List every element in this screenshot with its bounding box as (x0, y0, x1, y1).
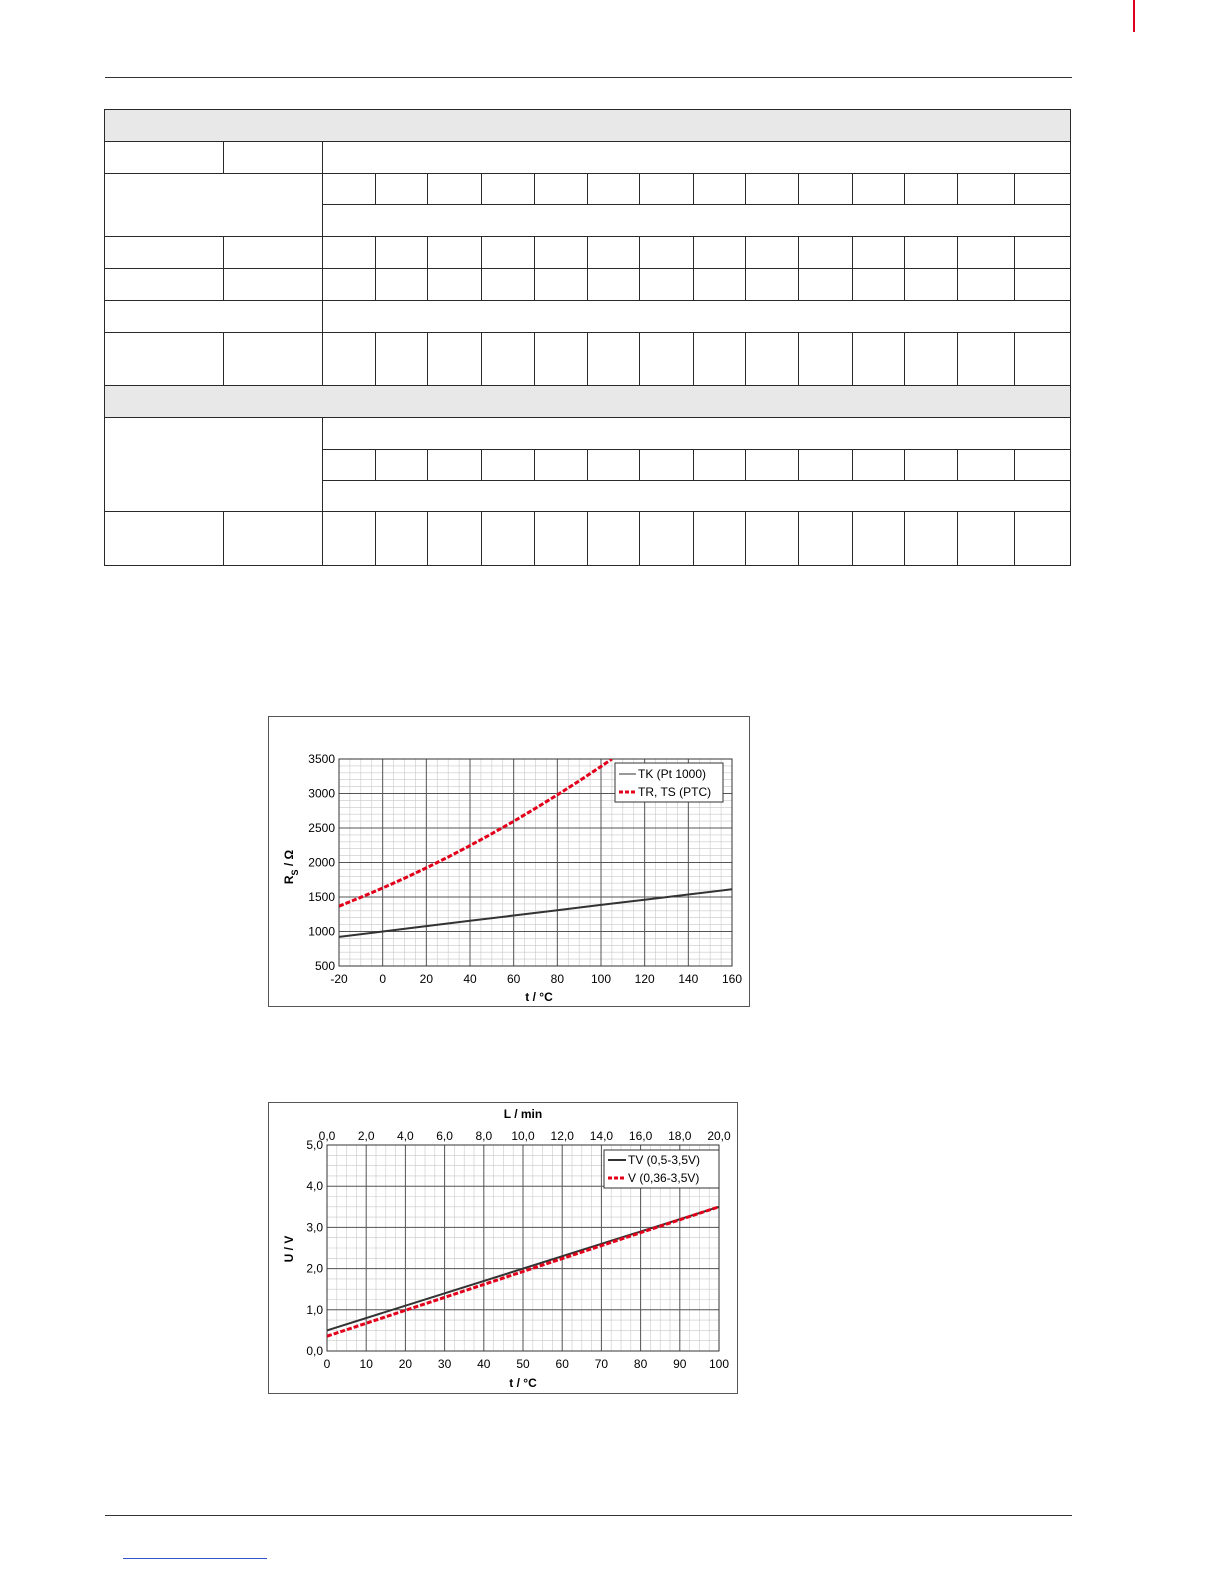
table-row (105, 301, 1071, 333)
table-row (105, 386, 1071, 418)
table-row (105, 237, 1071, 269)
x2-tick-label: 8,0 (475, 1129, 493, 1143)
legend-label: TR, TS (PTC) (638, 785, 712, 799)
x-tick-label: 30 (437, 1357, 452, 1371)
y-tick-label: 2500 (308, 821, 335, 835)
x-tick-label: 100 (590, 972, 612, 986)
x2-tick-label: 4,0 (397, 1129, 414, 1143)
legend (615, 763, 723, 802)
x-tick-label: 40 (477, 1357, 491, 1371)
table-cell (323, 205, 1071, 237)
x-tick-label: 140 (678, 972, 699, 986)
table-row (105, 418, 1071, 450)
x-tick-label: 90 (673, 1357, 687, 1371)
voltage-chart (269, 1103, 737, 1393)
y-tick-label: 1000 (308, 924, 335, 939)
legend-label: TK (Pt 1000) (638, 767, 707, 781)
x-tick-label: 0 (323, 1357, 331, 1371)
x-tick-label: 100 (708, 1357, 730, 1371)
legend (604, 1150, 719, 1188)
y-tick-label: 3500 (308, 752, 335, 766)
y-tick-label: 1500 (308, 890, 335, 904)
x-tick-label: 160 (721, 972, 743, 986)
section-header-cell (105, 386, 1071, 418)
table-cell (105, 174, 323, 237)
section-header-cell (105, 110, 1071, 142)
table-row (105, 512, 1071, 566)
y-tick-label: 0,0 (306, 1344, 323, 1358)
y-tick-label: 5,0 (306, 1138, 323, 1152)
table-row (105, 269, 1071, 301)
x-tick-label: 60 (555, 1357, 569, 1371)
x-tick-label: 80 (633, 1357, 648, 1371)
x-tick-label: -20 (330, 972, 348, 986)
x2-tick-label: 16,0 (628, 1129, 653, 1143)
voltage-chart-frame (268, 1102, 738, 1394)
x-tick-label: 120 (634, 972, 655, 986)
table-row (105, 142, 1071, 174)
table-cell (323, 142, 1071, 174)
table-row (105, 333, 1071, 386)
page-edge-marker (1133, 0, 1135, 32)
y-axis-label: U / V (282, 1235, 296, 1263)
table-row (105, 174, 1071, 205)
legend-label: V (0,36-3,5V) (628, 1171, 700, 1185)
table-cell (105, 301, 323, 333)
x-tick-label: 20 (419, 972, 434, 986)
table-cell (323, 301, 1071, 333)
x-tick-label: 70 (594, 1357, 609, 1371)
table-cell (105, 142, 224, 174)
spec-table (104, 109, 1071, 566)
y-tick-label: 1,0 (306, 1302, 323, 1317)
y-tick-label: 2,0 (306, 1261, 323, 1276)
table-cell (323, 418, 1071, 450)
y-tick-label: 3000 (308, 786, 335, 801)
table-cell (105, 418, 323, 512)
resistance-chart (269, 717, 749, 1006)
x-axis-label: t / °C (525, 990, 553, 1004)
x-tick-label: 10 (359, 1357, 373, 1371)
legend-label: TV (0,5-3,5V) (628, 1153, 701, 1167)
x2-tick-label: 18,0 (668, 1129, 692, 1143)
x2-tick-label: 2,0 (357, 1129, 375, 1143)
table-row (105, 110, 1071, 142)
x-tick-label: 40 (463, 972, 477, 986)
x-tick-label: 60 (506, 972, 521, 986)
y-tick-label: 500 (314, 959, 335, 973)
y-tick-label: 3,0 (306, 1220, 323, 1235)
header-rule (105, 77, 1072, 78)
x2-tick-label: 14,0 (589, 1129, 614, 1143)
x-tick-label: 80 (550, 972, 565, 986)
x2-tick-label: 6,0 (436, 1129, 453, 1143)
y-tick-label: 2000 (308, 855, 335, 870)
x2-tick-label: 0,0 (318, 1129, 336, 1143)
y-axis-label: $R_S$ / Ω (282, 849, 300, 885)
x-axis-label: t / °C (509, 1376, 537, 1390)
x2-tick-label: 12,0 (550, 1129, 574, 1143)
x-tick-label: 0 (379, 972, 387, 986)
top-axis-label: L / min (503, 1107, 543, 1121)
table-cell (224, 142, 323, 174)
x-tick-label: 20 (398, 1357, 413, 1371)
y-tick-label: 4,0 (306, 1179, 323, 1194)
resistance-chart-frame (268, 716, 750, 1007)
x2-tick-label: 10,0 (511, 1129, 535, 1143)
footer-rule (105, 1515, 1072, 1516)
x2-tick-label: 20,0 (707, 1129, 731, 1143)
footer-link-underline (123, 1558, 267, 1559)
x-tick-label: 50 (516, 1357, 530, 1371)
table-cell (323, 481, 1071, 512)
